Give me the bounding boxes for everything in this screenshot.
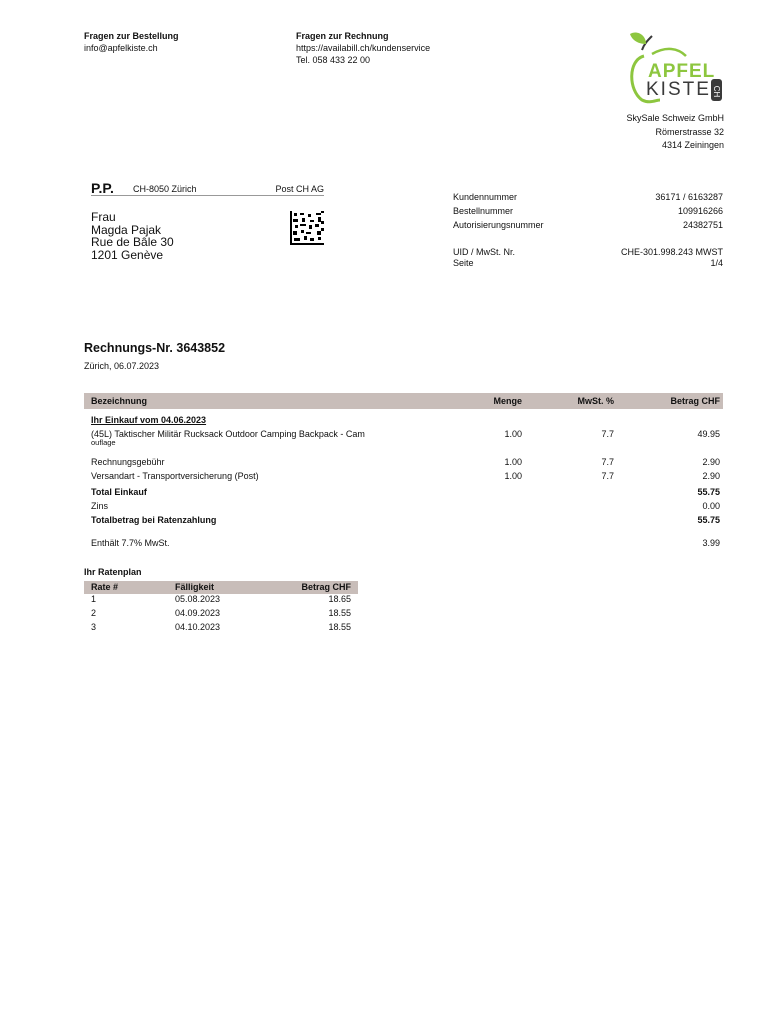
sender-city: 4314 Zeiningen [661, 140, 724, 150]
invoice-contact-title: Fragen zur Rechnung [296, 31, 389, 41]
fee-label: Rechnungsgebühr [91, 457, 165, 467]
recipient-street: Rue de Bâle 30 [91, 235, 174, 249]
sender-address [626, 112, 724, 153]
invoice-contact [296, 30, 430, 66]
meta-auth-number [453, 220, 723, 234]
header-amount: Betrag CHF [670, 396, 720, 406]
total-label: Total Einkauf [91, 487, 147, 497]
postage-line [91, 180, 324, 196]
grand-total-label: Totalbetrag bei Ratenzahlung [91, 515, 217, 525]
meta-order-number [453, 206, 723, 220]
fee-amount: 2.90 [702, 457, 720, 467]
meta-label: Kundennummer [453, 192, 518, 202]
item-description-wrap: ouflage [91, 438, 116, 447]
logo-text-kiste: KISTE [646, 79, 711, 100]
postage-pp: P.P. [91, 180, 114, 196]
vat-note-label: Enthält 7.7% MwSt. [91, 538, 170, 548]
table-row-item [84, 429, 723, 449]
fee-qty: 1.00 [504, 457, 522, 467]
item-amount: 49.95 [697, 429, 720, 439]
plan-due: 04.10.2023 [175, 622, 221, 632]
postage-origin: CH-8050 Zürich [133, 184, 197, 194]
item-qty: 1.00 [504, 429, 522, 439]
vat-note-amount: 3.99 [702, 538, 720, 548]
plan-table-header [84, 581, 358, 594]
recipient-city: 1201 Genève [91, 247, 164, 262]
postage-carrier: Post CH AG [275, 184, 324, 194]
table-row-grand-total [84, 515, 723, 527]
table-row-interest [84, 501, 723, 513]
plan-amount: 18.65 [328, 594, 351, 604]
plan-due: 05.08.2023 [175, 594, 221, 604]
header-vat: MwSt. % [577, 396, 614, 406]
meta-label: Seite [453, 258, 474, 268]
shipping-vat: 7.7 [601, 471, 614, 481]
plan-amount: 18.55 [328, 622, 351, 632]
meta-value: 36171 / 6163287 [655, 192, 723, 202]
item-description: (45L) Taktischer Militär Rucksack Outdoor Camping Backpack - Cam [91, 429, 365, 439]
meta-customer-number [453, 192, 723, 206]
invoice-place-date: Zürich, 06.07.2023 [84, 361, 160, 371]
items-table-header [84, 393, 723, 409]
recipient-salutation: Frau [91, 210, 116, 224]
plan-due: 04.09.2023 [175, 608, 221, 618]
invoice-meta [453, 192, 723, 282]
meta-label: Bestellnummer [453, 206, 514, 216]
meta-page [453, 258, 723, 272]
table-row-total [84, 487, 723, 499]
invoice-title: Rechnungs-Nr. 3643852 [84, 341, 226, 355]
item-vat: 7.7 [601, 429, 614, 439]
sender-name: SkySale Schweiz GmbH [626, 113, 724, 123]
fee-vat: 7.7 [601, 457, 614, 467]
logo-text-apfel: APFEL [648, 61, 716, 82]
shipping-label: Versandart - Transportversicherung (Post) [91, 471, 259, 481]
table-row-vat-note [84, 538, 723, 550]
order-contact-email[interactable]: info@apfelkiste.ch [84, 43, 158, 53]
plan-row [84, 594, 358, 606]
plan-title: Ihr Ratenplan [84, 567, 142, 577]
sender-street: Römerstrasse 32 [655, 126, 724, 137]
invoice-contact-phone: Tel. 058 433 22 00 [296, 55, 371, 65]
purchase-heading: Ihr Einkauf vom 04.06.2023 [91, 415, 207, 425]
interest-amount: 0.00 [702, 501, 720, 511]
plan-amount: 18.55 [328, 608, 351, 618]
plan-rate: 3 [91, 622, 97, 632]
plan-row [84, 608, 358, 620]
order-contact-title: Fragen zur Bestellung [84, 31, 179, 41]
meta-value: CHE-301.998.243 MWST [620, 247, 723, 257]
interest-label: Zins [91, 501, 109, 511]
recipient-name: Magda Pajak [91, 222, 162, 237]
datamatrix-code [290, 211, 324, 245]
invoice-contact-url[interactable]: https://availabill.ch/kundenservice [296, 43, 431, 53]
plan-header-due: Fälligkeit [175, 582, 215, 592]
plan-header-amount: Betrag CHF [301, 582, 351, 592]
recipient-address [91, 211, 174, 261]
header-description: Bezeichnung [91, 396, 148, 406]
meta-value: 1/4 [710, 258, 723, 268]
table-row-fee [84, 457, 723, 469]
plan-row [84, 622, 358, 634]
plan-rate: 1 [91, 594, 97, 604]
meta-value: 24382751 [682, 220, 723, 230]
total-amount: 55.75 [697, 487, 720, 497]
shipping-qty: 1.00 [504, 471, 522, 481]
shipping-amount: 2.90 [702, 471, 720, 481]
header-qty: Menge [493, 396, 522, 406]
meta-label: UID / MwSt. Nr. [453, 247, 516, 257]
order-contact [84, 30, 179, 54]
grand-total-amount: 55.75 [697, 515, 720, 525]
logo-badge-ch: CH [712, 85, 721, 98]
plan-rate: 2 [91, 608, 97, 618]
meta-label: Autorisierungsnummer [453, 220, 544, 230]
meta-value: 109916266 [677, 206, 723, 216]
apfelkiste-logo [626, 28, 724, 104]
plan-header-rate: Rate # [91, 582, 119, 592]
table-row-shipping [84, 471, 723, 483]
